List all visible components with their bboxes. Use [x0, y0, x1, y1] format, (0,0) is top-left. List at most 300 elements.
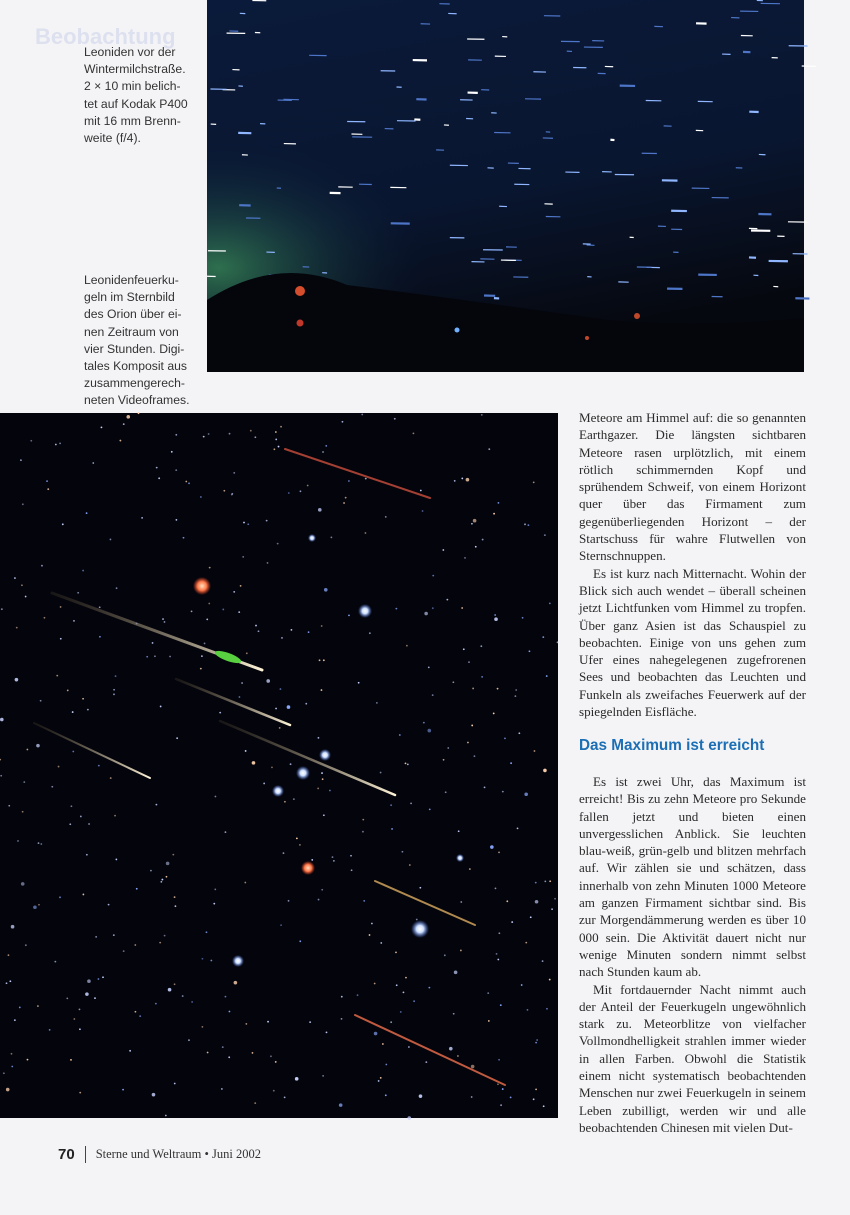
star	[252, 1052, 254, 1054]
star	[288, 492, 290, 494]
star	[138, 412, 140, 414]
star	[429, 808, 431, 810]
star	[66, 997, 68, 999]
star	[80, 816, 82, 818]
star	[240, 585, 242, 587]
star	[469, 868, 471, 870]
star	[215, 796, 217, 798]
star	[494, 617, 498, 621]
star	[242, 556, 244, 558]
star	[219, 712, 221, 714]
star	[86, 854, 88, 856]
star	[321, 772, 323, 774]
star	[494, 614, 496, 616]
star	[115, 675, 117, 677]
star	[20, 459, 22, 461]
star	[514, 695, 516, 697]
star	[534, 750, 536, 752]
star	[405, 762, 407, 764]
footer-divider	[85, 1146, 86, 1163]
star	[321, 889, 323, 891]
star	[444, 954, 446, 956]
star	[307, 485, 309, 487]
star	[155, 1003, 157, 1005]
star	[284, 1097, 286, 1099]
star	[263, 783, 265, 785]
star	[234, 981, 238, 985]
star	[407, 1116, 411, 1120]
star	[350, 855, 352, 857]
star	[267, 1021, 269, 1023]
star	[247, 523, 249, 525]
star	[0, 718, 4, 722]
star	[183, 537, 185, 539]
star	[172, 854, 174, 856]
star	[200, 496, 202, 498]
star	[17, 840, 19, 842]
star	[229, 433, 231, 435]
star	[471, 1096, 473, 1098]
star	[222, 609, 224, 611]
star	[59, 442, 61, 444]
star	[452, 681, 454, 683]
star	[27, 1059, 29, 1061]
star	[551, 908, 553, 910]
star	[362, 831, 364, 833]
star	[365, 532, 367, 534]
star	[318, 899, 320, 901]
star	[222, 1046, 224, 1048]
star	[152, 642, 154, 644]
star	[407, 764, 409, 766]
star	[309, 1021, 311, 1023]
star	[460, 950, 462, 952]
star	[408, 1046, 410, 1048]
star	[481, 414, 483, 416]
article-paragraph: Mit fortdauernder Nacht nimmt auch der Anteil der Feuerkugeln ungewöhnlich stark zu. Meteorblitze von vielfacher Vollmondhelligkeit strahlen immer wieder in allen Farben. Obwohl die Statistik einem nicht systematisch beobachtenden Menschen nur zwei Feuerkugeln in seinem Leben zubilligt, werden wir und alle beobachtenden Chinesen mit vielen Dut-	[579, 981, 806, 1135]
star	[23, 781, 25, 783]
star	[390, 804, 392, 806]
star	[277, 543, 279, 545]
star	[385, 1064, 387, 1066]
star	[99, 636, 101, 638]
star	[49, 1029, 51, 1031]
star	[471, 1065, 475, 1069]
star	[86, 512, 88, 514]
star	[191, 610, 193, 612]
star	[152, 1093, 156, 1097]
star	[357, 994, 359, 996]
star	[471, 523, 473, 525]
star	[270, 1055, 272, 1057]
section-heading: Das Maximum ist erreicht	[579, 737, 765, 754]
star	[162, 618, 164, 620]
star	[72, 711, 74, 713]
star	[113, 693, 115, 695]
star	[409, 864, 411, 866]
star	[296, 837, 298, 839]
star	[542, 636, 544, 638]
star	[500, 1104, 502, 1106]
star	[113, 689, 115, 691]
star	[284, 801, 286, 803]
star	[396, 984, 398, 986]
star	[9, 980, 11, 982]
star	[524, 792, 528, 796]
star	[403, 991, 405, 993]
star	[206, 618, 208, 620]
star	[82, 570, 84, 572]
star	[453, 1013, 455, 1015]
star	[402, 851, 404, 853]
star	[87, 709, 89, 711]
star	[291, 629, 293, 631]
star	[214, 888, 216, 890]
star	[97, 978, 99, 980]
star	[428, 987, 430, 989]
star	[300, 490, 302, 492]
star	[299, 940, 301, 942]
star	[47, 488, 49, 490]
star	[191, 1001, 193, 1003]
star	[210, 960, 212, 962]
star	[324, 588, 328, 592]
photo-caption-bottom: Leonidenfeuerku- geln im Sternbild des Orion über ei- nen Zeitraum von vier Stunden. Digi- tales Komposit aus zusammengerech- neten Videoframes.	[84, 273, 190, 408]
star	[546, 675, 548, 677]
star	[70, 1059, 72, 1061]
star	[92, 462, 94, 464]
star	[322, 451, 324, 453]
star	[175, 434, 177, 436]
star	[527, 1009, 529, 1011]
star	[95, 936, 97, 938]
star	[250, 430, 252, 432]
star	[522, 617, 524, 619]
star	[188, 1039, 190, 1041]
star	[209, 567, 211, 569]
star	[549, 880, 551, 882]
star	[546, 1008, 548, 1010]
star	[110, 539, 112, 541]
star	[114, 815, 116, 817]
star	[458, 830, 460, 832]
star	[155, 804, 157, 806]
star	[54, 961, 56, 963]
star	[160, 881, 162, 883]
star	[557, 641, 559, 643]
star	[30, 440, 32, 442]
star	[85, 992, 89, 996]
star	[213, 903, 215, 905]
star	[535, 1088, 537, 1090]
star	[55, 444, 57, 446]
star	[204, 643, 206, 645]
star	[463, 648, 465, 650]
star	[40, 843, 42, 845]
star	[466, 478, 470, 482]
star	[122, 1089, 124, 1091]
star	[395, 608, 397, 610]
star	[275, 708, 277, 710]
star	[536, 1039, 538, 1041]
star	[326, 1031, 328, 1033]
star	[238, 611, 240, 613]
star	[70, 805, 72, 807]
star	[79, 1008, 81, 1010]
star	[87, 979, 91, 983]
star	[330, 536, 332, 538]
star	[59, 896, 61, 898]
star	[498, 1059, 500, 1061]
star	[139, 1015, 141, 1017]
star	[318, 737, 320, 739]
star	[164, 935, 166, 937]
star	[447, 747, 449, 749]
star	[449, 1047, 453, 1051]
star	[432, 607, 434, 609]
star	[146, 656, 148, 658]
star	[518, 732, 520, 734]
article-column-bottom	[579, 773, 806, 1136]
star	[267, 562, 269, 564]
star	[500, 1004, 502, 1006]
star	[406, 645, 408, 647]
star	[498, 932, 500, 934]
star	[231, 493, 233, 495]
star	[341, 996, 343, 998]
photo-caption-top: Leoniden vor der Wintermilchstraße. 2 × 10 min belich- tet auf Kodak P400 mit 16 mm Brenn- weite (f/4).	[84, 45, 188, 146]
star	[166, 862, 170, 866]
star	[295, 1077, 299, 1081]
star	[535, 1042, 537, 1044]
star	[223, 490, 225, 492]
star	[361, 414, 363, 416]
star	[134, 944, 136, 946]
star	[245, 750, 247, 752]
star	[498, 852, 500, 854]
star	[56, 675, 58, 677]
star	[38, 842, 40, 844]
star	[432, 575, 434, 577]
star	[123, 950, 125, 952]
star	[530, 916, 532, 918]
star	[468, 661, 470, 663]
star	[221, 1088, 223, 1090]
star	[487, 992, 489, 994]
star	[25, 944, 27, 946]
star	[46, 480, 48, 482]
star	[510, 762, 512, 764]
star	[319, 659, 321, 661]
star	[22, 503, 24, 505]
star	[325, 445, 327, 447]
star	[305, 703, 307, 705]
star	[229, 1011, 231, 1013]
star	[8, 954, 10, 956]
star	[471, 725, 473, 727]
star	[529, 650, 531, 652]
star	[480, 645, 482, 647]
star	[62, 523, 64, 525]
star	[156, 467, 158, 469]
star	[525, 942, 527, 944]
star	[252, 761, 256, 765]
star	[400, 1011, 402, 1013]
star	[544, 880, 546, 882]
star	[161, 879, 163, 881]
star	[79, 1028, 81, 1030]
orion-fireballs-photo	[0, 413, 558, 1118]
star	[67, 690, 69, 692]
star	[239, 696, 241, 698]
star	[101, 426, 103, 428]
star	[502, 791, 504, 793]
star	[497, 688, 499, 690]
star	[41, 565, 43, 567]
star	[98, 765, 100, 767]
star	[454, 971, 458, 975]
star	[506, 900, 508, 902]
star	[174, 983, 176, 985]
star	[464, 557, 466, 559]
star	[348, 614, 350, 616]
star	[380, 942, 382, 944]
star	[275, 439, 277, 441]
star	[442, 549, 444, 551]
star	[169, 656, 171, 658]
star	[201, 1026, 203, 1028]
star	[115, 859, 117, 861]
star	[498, 502, 500, 504]
star	[8, 805, 10, 807]
star	[432, 694, 434, 696]
star	[1, 608, 3, 610]
star	[165, 1115, 167, 1117]
star	[287, 705, 291, 709]
star	[0, 775, 2, 777]
star	[321, 625, 323, 627]
star	[207, 1052, 209, 1054]
star	[425, 1061, 427, 1063]
star	[332, 856, 334, 858]
star	[524, 523, 526, 525]
star	[255, 625, 257, 627]
star	[200, 668, 202, 670]
star	[273, 1090, 275, 1092]
page-footer	[58, 1146, 261, 1163]
header-title-text: Beobachtung	[35, 24, 176, 49]
star	[271, 766, 273, 768]
star	[280, 924, 282, 926]
star	[445, 791, 447, 793]
star	[351, 869, 353, 871]
star	[427, 729, 431, 733]
star	[308, 631, 310, 633]
article-column-top	[579, 409, 806, 720]
star	[484, 786, 486, 788]
star	[14, 577, 16, 579]
star	[527, 524, 529, 526]
star	[135, 1011, 137, 1013]
star	[385, 1094, 387, 1096]
star	[25, 596, 27, 598]
article-paragraph: Es ist kurz nach Mitternacht. Wohin der Blick sich auch wendet – überall scheinen jetzt Lichtfunken vom Himmel zu tropfen. Über ganz Asien ist das Schauspiel zu beobachten. Einige von uns gehen zum Ufer eines nahegelegenen zugefrorenen Sees und beobachten das Leuchten und Funkeln als zweifaches Feuerwerk auf der spiegelnden Eisfläche.	[579, 565, 806, 720]
star	[497, 959, 499, 961]
star	[549, 979, 551, 981]
star	[283, 852, 285, 854]
star	[11, 925, 15, 929]
star	[233, 472, 235, 474]
star	[475, 546, 477, 548]
star	[374, 983, 376, 985]
star	[358, 682, 360, 684]
star	[369, 632, 371, 634]
star	[317, 788, 319, 790]
star	[79, 1092, 81, 1094]
star	[544, 534, 546, 536]
star	[395, 951, 397, 953]
star	[243, 522, 245, 524]
star	[380, 1077, 382, 1079]
star	[119, 440, 121, 442]
star	[82, 894, 84, 896]
star	[293, 798, 295, 800]
star	[174, 1083, 176, 1085]
star	[495, 887, 497, 889]
star	[345, 497, 347, 499]
star	[504, 737, 506, 739]
publication-line: Sterne und Weltraum • Juni 2002	[95, 1147, 261, 1161]
star	[15, 678, 19, 682]
star	[166, 876, 168, 878]
star	[299, 844, 301, 846]
star	[175, 519, 177, 521]
star	[542, 960, 544, 962]
star	[493, 713, 495, 715]
star	[416, 919, 418, 921]
star	[21, 584, 23, 586]
star	[175, 905, 177, 907]
star	[113, 934, 115, 936]
star	[362, 819, 364, 821]
star	[391, 828, 393, 830]
article-paragraph: Es ist zwei Uhr, das Maximum ist erreicht! Bis zu zehn Meteore pro Sekunde fallen jetzt und bieten einen unvergesslichen Anblick. Sie leuchten blau-weiß, grün-gelb und blitzen mehrfach auf. Wir zählen sie und schätzen, dass innerhalb von zehn Minuten 1000 Meteore am ganzen Firmament sichtbar sind. Bis zur Morgendämmerung werden es über 10 000 sein. Die Aktivität dauert nicht nur wenige Minuten sondern nimmt selbst nach Stunden kaum ab.	[579, 774, 806, 980]
star	[176, 737, 178, 739]
star	[158, 477, 160, 479]
star	[533, 1098, 535, 1100]
star	[225, 831, 227, 833]
star	[481, 676, 483, 678]
star	[410, 802, 412, 804]
star	[110, 777, 112, 779]
star	[14, 1019, 16, 1021]
star	[60, 606, 62, 608]
star	[390, 1021, 392, 1023]
star	[413, 432, 415, 434]
star	[116, 587, 118, 589]
star	[510, 1097, 512, 1099]
star	[171, 451, 173, 453]
star	[281, 637, 283, 639]
star	[99, 606, 101, 608]
star	[275, 1061, 277, 1063]
star	[174, 896, 176, 898]
star	[254, 436, 256, 438]
star	[60, 638, 62, 640]
star	[488, 448, 490, 450]
star	[69, 823, 71, 825]
star	[108, 904, 110, 906]
